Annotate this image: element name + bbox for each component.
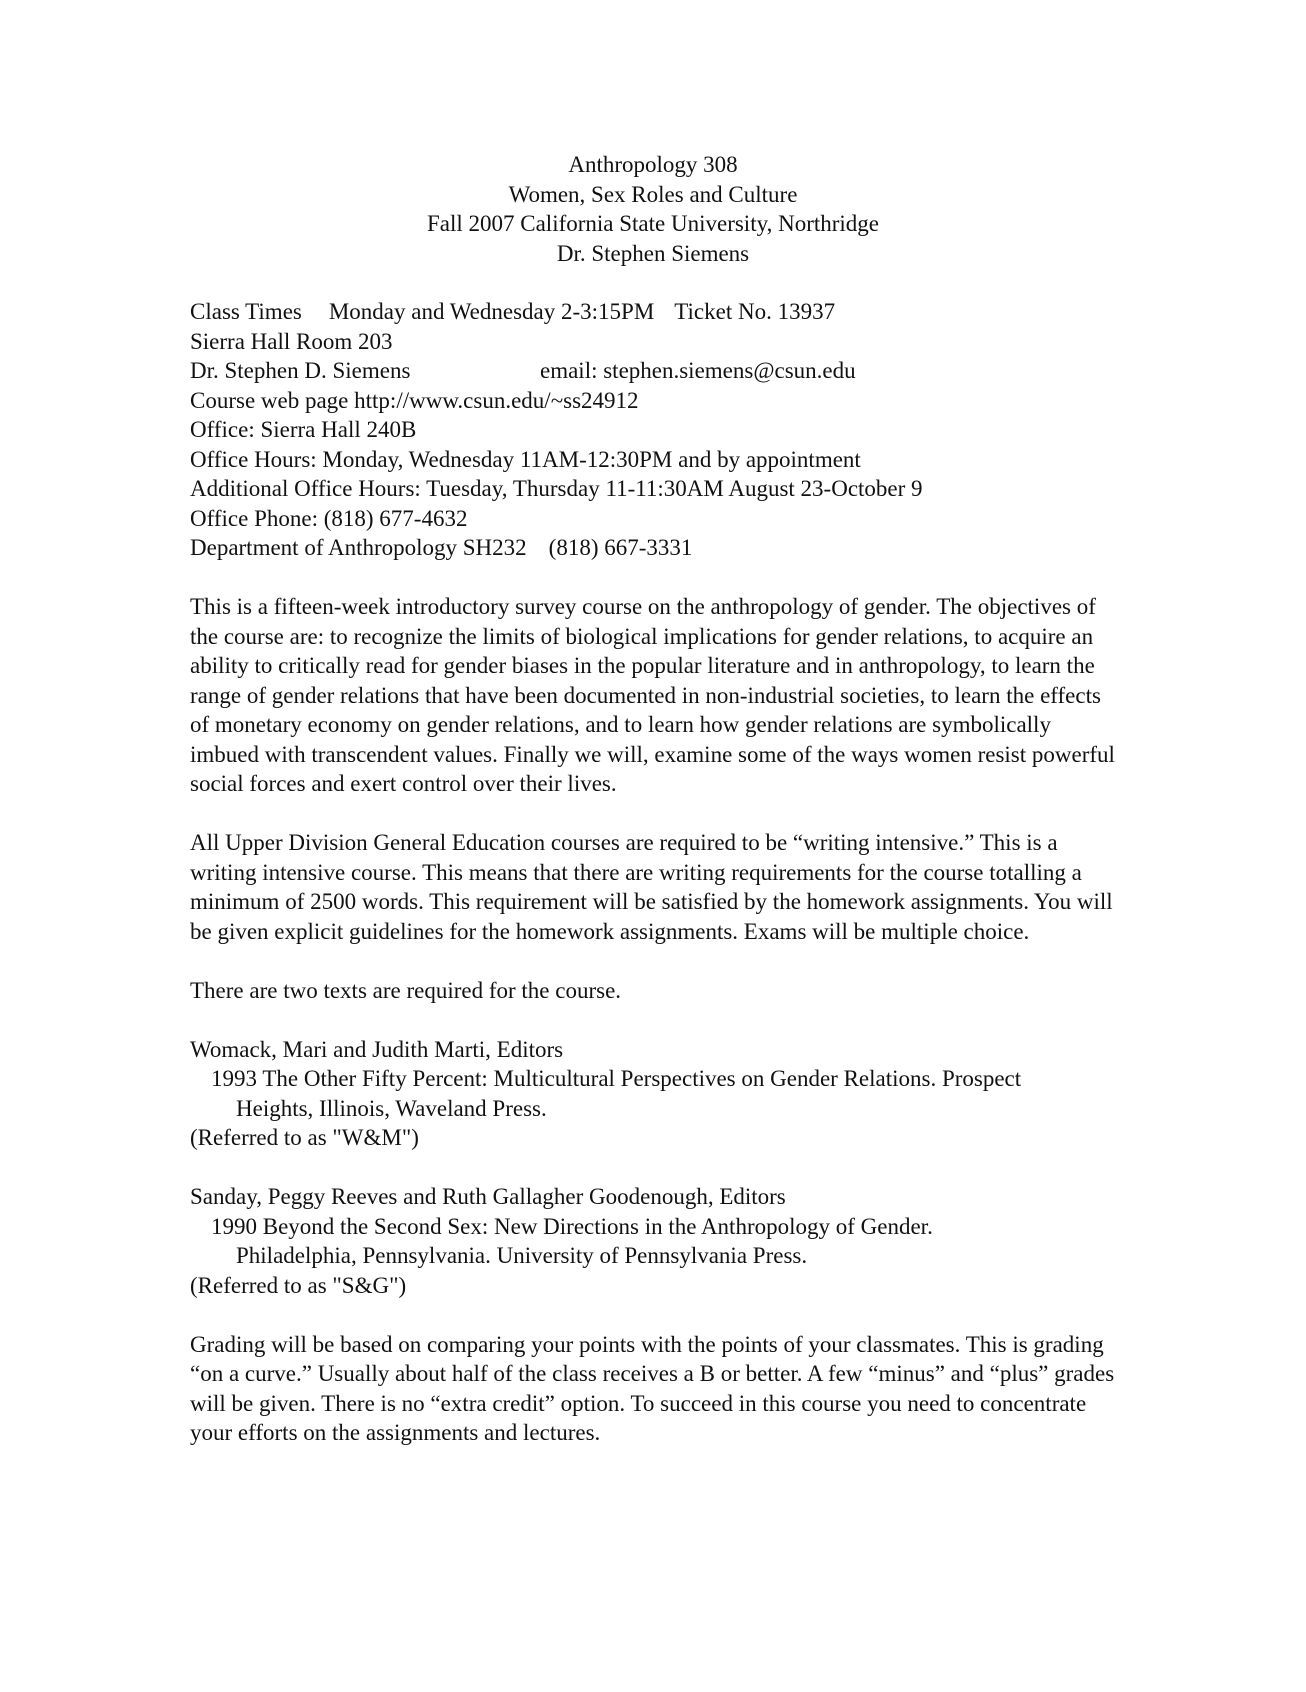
class-times-line [190,297,1120,327]
reference-1 [190,1035,1120,1153]
class-times-value: Monday and Wednesday 2-3:15PM [328,299,655,324]
office-phone-line: Office Phone: (818) 677-4632 [190,505,468,531]
instructor-email: email: stephen.siemens@csun.edu [540,358,856,383]
office-hours-line: Office Hours: Monday, Wednesday 11AM-12:30PM and by appointment [190,446,861,472]
instructor-line [190,356,1120,386]
course-term: Fall 2007 California State University, Northridge [426,211,880,236]
reference-citation: 1993 The Other Fifty Percent: Multicultural Perspectives on Gender Relations. Prospect [211,1066,1022,1091]
reference-authors: Womack, Mari and Judith Marti, Editors [190,1036,564,1062]
intro-paragraph: This is a fifteen-week introductory survey course on the anthropology of gender. The objectives of the course are: to recognize the limits of biological implications for gender relations, to acquire an ability to critically read for gender biases in the popular literature and in anthropology, to learn the range of gender relations that have been documented in non-industrial societies, to learn the effects of monetary economy on gender relations, and to learn how gender relations are symbolically imbued with transcendent values. Finally we will, examine some of the ways women resist powerful social forces and exert control over their lives. [190,594,1115,796]
department-line [190,533,1120,563]
texts-intro-paragraph: There are two texts are required for the course. [190,977,622,1003]
instructor-name: Dr. Stephen D. Siemens [190,358,411,383]
reference-citation-cont: Heights, Illinois, Waveland Press. [236,1095,547,1121]
additional-hours-line: Additional Office Hours: Tuesday, Thursday 11-11:30AM August 23-October 9 [190,476,923,501]
web-page-line: Course web page http://www.csun.edu/~ss24912 [190,387,639,413]
department-name: Department of Anthropology SH232 [190,535,527,560]
document-body [190,297,1120,1477]
course-title: Women, Sex Roles and Culture [508,181,798,207]
course-instructor: Dr. Stephen Siemens [556,240,750,266]
ticket-number: Ticket No. 13937 [674,299,836,324]
office-line: Office: Sierra Hall 240B [190,417,417,442]
course-info-block [190,297,1120,563]
document-header [0,150,1306,268]
writing-paragraph: All Upper Division General Education courses are required to be “writing intensive.” This is a writing intensive course. This means that there are writing requirements for the course totalling a minimum of 2500 words. This requirement will be satisfied by the homework assignments. You will be given explicit guidelines for the homework assignments. Exams will be multiple choice. [190,830,1113,944]
reference-2 [190,1182,1120,1300]
class-times-label: Class Times [190,299,302,324]
reference-authors: Sanday, Peggy Reeves and Ruth Gallagher Goodenough, Editors [190,1184,786,1209]
grading-paragraph: Grading will be based on comparing your points with the points of your classmates. This is grading “on a curve.” Usually about half of the class receives a B or better. A few “minus” and “plus” grades will be given. There is no “extra credit” option. To succeed in this course you need to concentrate your efforts on the assignments and lectures. [190,1331,1115,1445]
reference-note: (Referred to as "W&M") [190,1125,419,1150]
reference-note: (Referred to as "S&G") [190,1272,407,1298]
department-phone: (818) 667-3331 [548,535,693,560]
course-number: Anthropology 308 [568,152,738,177]
reference-citation-cont: Philadelphia, Pennsylvania. University of Pennsylvania Press. [236,1243,808,1268]
room-line: Sierra Hall Room 203 [190,328,393,354]
reference-citation: 1990 Beyond the Second Sex: New Directions in the Anthropology of Gender. [211,1213,933,1239]
